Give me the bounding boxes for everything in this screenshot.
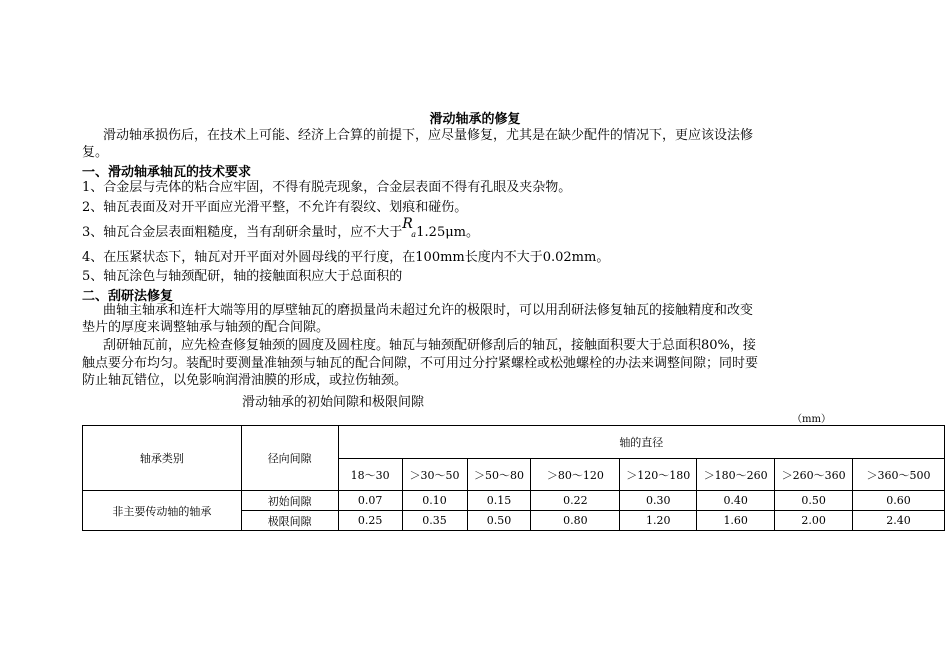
table-cell: 1.20 [620,511,697,531]
table-cell: 0.15 [467,491,531,511]
table-cell: 0.25 [338,511,402,531]
section1-heading: 一、滑动轴承轴瓦的技术要求 [82,165,252,180]
table-cell: 0.80 [531,511,620,531]
table-cell: 0.07 [338,491,402,511]
section1-item-4: 4、在压紧状态下，轴瓦对开平面对外圆母线的平行度，在100mm长度内不大于0.02mm。 [82,250,610,265]
table-cell: 0.50 [775,491,853,511]
section2-p2-line-2: 触点要分布均匀。装配时要测量准轴颈与轴瓦的配合间隙，不可用过分拧紧螺栓或松弛螺栓的办法来调整间隙；同时要 [82,356,759,371]
table-cell: 0.50 [467,511,531,531]
diameter-range: ＞30～50 [402,459,467,491]
table-cell: 0.35 [402,511,467,531]
table-cell: 0.40 [697,491,775,511]
section1-item-3 [82,216,480,241]
table-cell: 0.10 [402,491,467,511]
section2-p1-line-1: 曲轴主轴承和连杆大端等用的厚壁轴瓦的磨损量尚未超过允许的极限时，可以用刮研法修复轴瓦的接触精度和改变 [103,303,754,318]
header-bearing-type: 轴承类别 [83,426,242,491]
diameter-range: 18～30 [338,459,402,491]
diameter-range: ＞360～500 [853,459,945,491]
document-title: 滑动轴承的修复 [429,112,521,127]
section2-p2-line-1: 刮研轴瓦前，应先检查修复轴颈的圆度及圆柱度。轴瓦与轴颈配研修刮后的轴瓦，接触面积要大于总面积80%，接 [103,338,756,353]
table-cell: 2.00 [775,511,853,531]
intro-line-1: 滑动轴承损伤后，在技术上可能、经济上合算的前提下，应尽量修复，尤其是在缺少配件的情况下，更应该设法修 [103,128,754,143]
table-caption: 滑动轴承的初始间隙和极限间隙 [242,395,425,410]
section2-heading: 二、刮研法修复 [82,289,174,304]
row-group-label: 非主要传动轴的轴承 [83,491,242,531]
row-label-limit: 极限间隙 [241,511,338,531]
header-shaft-diameter: 轴的直径 [338,426,944,459]
section1-item-2: 2、轴瓦表面及对开平面应光滑平整，不允许有裂纹、划痕和碰伤。 [82,200,468,215]
diameter-range: ＞260～360 [775,459,853,491]
section2-p1-line-2: 垫片的厚度来调整轴承与轴颈的配合间隙。 [82,320,330,335]
roughness-subscript: a [411,230,417,239]
diameter-range: ＞180～260 [697,459,775,491]
diameter-range: ＞50～80 [467,459,531,491]
diameter-range: ＞120～180 [620,459,697,491]
header-radial-clearance: 径向间隙 [241,426,338,491]
roughness-symbol [402,216,417,239]
section2-p2-line-3: 防止轴瓦错位，以免影响润滑油膜的形成，或拉伤轴颈。 [82,373,408,388]
table-cell: 0.60 [853,491,945,511]
table-cell: 1.60 [697,511,775,531]
diameter-range: ＞80～120 [531,459,620,491]
table-cell: 0.30 [620,491,697,511]
section1-item-1: 1、合金层与壳体的粘合应牢固，不得有脱壳现象，合金层表面不得有孔眼及夹杂物。 [82,180,572,195]
section1-item-3-value: 1.25μm。 [416,225,480,240]
clearance-table [82,425,945,531]
intro-line-2: 复。 [82,145,109,160]
table-cell: 0.22 [531,491,620,511]
table-unit: （mm） [792,414,831,425]
roughness-R: R [402,216,413,232]
section1-item-5: 5、轴瓦涂色与轴颈配研，轴的接触面积应大于总面积的 [82,269,403,284]
row-label-initial: 初始间隙 [241,491,338,511]
table-cell: 2.40 [853,511,945,531]
section1-item-3-text: 3、轴瓦合金层表面粗糙度，当有刮研余量时，应不大于 [82,225,403,240]
